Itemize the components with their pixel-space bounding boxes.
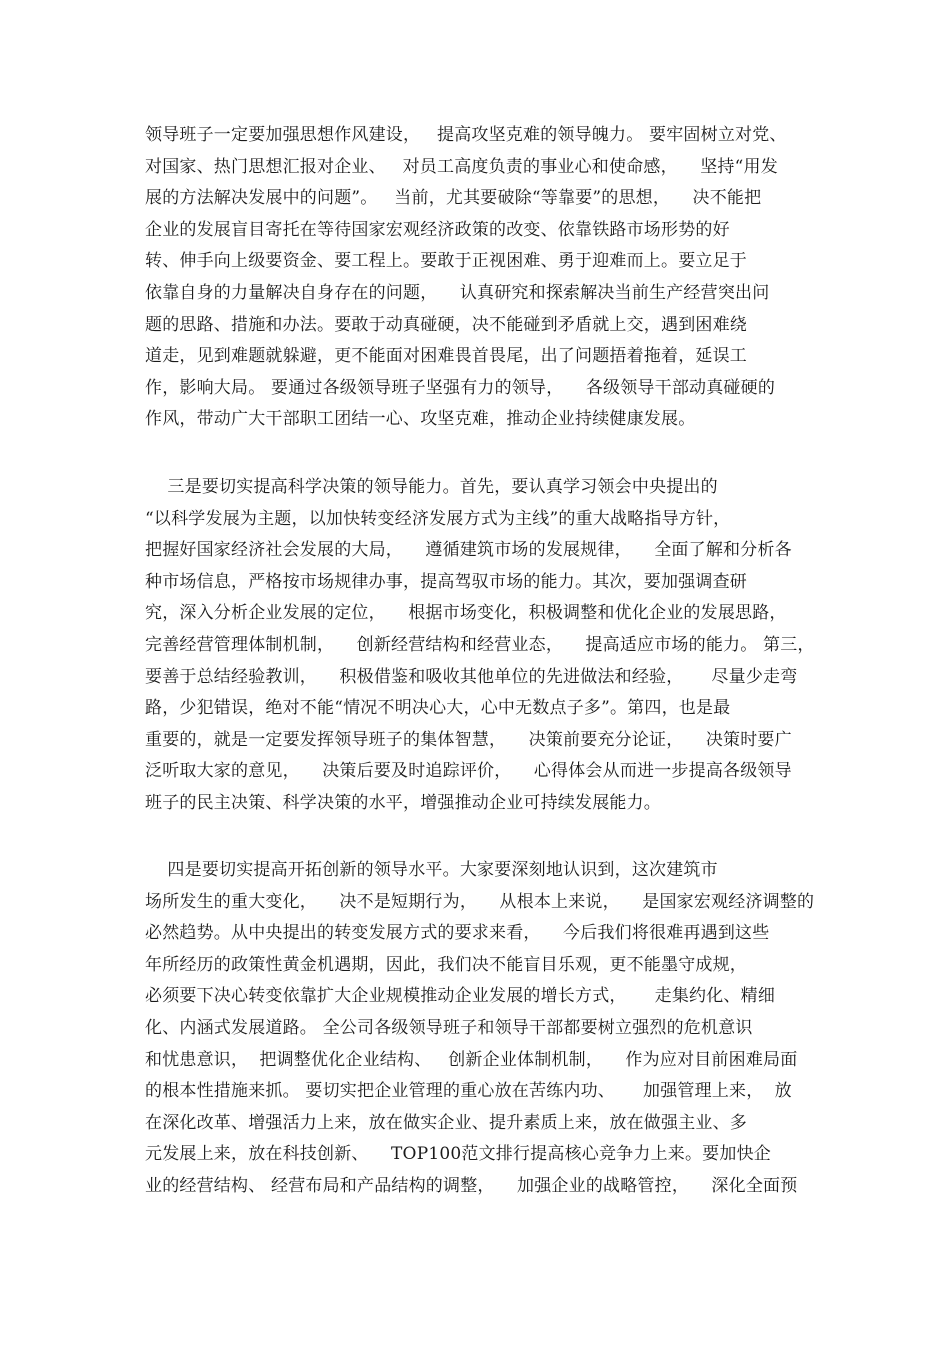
text-line: 对国家、热门思想汇报对企业、 对员工高度负责的事业心和使命感， 坚持“用发 — [145, 156, 778, 177]
text-line: 元发展上来，放在科技创新、 TOP100范文排行提高核心竞争力上来。要加快企 — [145, 1144, 771, 1165]
text-line: 必须要下决心转变依靠扩大企业规模推动企业发展的增长方式， 走集约化、精细 — [145, 986, 776, 1007]
text-line: 化、内涵式发展道路。 全公司各级领导班子和领导干部都要树立强烈的危机意识 — [145, 1017, 753, 1038]
text-line: 作，影响大局。 要通过各级领导班子坚强有力的领导， 各级领导干部动真碰硬的 — [145, 377, 776, 398]
text-line: 在深化改革、增强活力上来，放在做实企业、提升素质上来，放在做强主业、多 — [145, 1112, 747, 1133]
text-line: 展的方法解决发展中的问题”。 当前，尤其要破除“等靠要”的思想， 决不能把 — [145, 188, 762, 209]
text-line: 年所经历的政策性黄金机遇期，因此，我们决不能盲目乐观，更不能墨守成规， — [145, 954, 747, 975]
text-line: 转、伸手向上级要资金、要工程上。要敢于正视困难、勇于迎难而上。要立足于 — [145, 251, 747, 272]
text-line: 要善于总结经验教训， 积极借鉴和吸收其他单位的先进做法和经验， 尽量少走弯 — [145, 666, 798, 687]
text-line: 题的思路、措施和办法。要敢于动真碰硬，决不能碰到矛盾就上交，遇到困难绕 — [145, 314, 747, 335]
paragraph-scientific-decision — [145, 472, 825, 820]
text-line: 的根本性措施来抓。 要切实把企业管理的重心放在苦练内功、 加强管理上来， 放 — [145, 1081, 792, 1102]
text-line: 路，少犯错误，绝对不能“情况不明决心大，心中无数点子多”。第四，也是最 — [145, 698, 731, 719]
text-line: 重要的，就是一定要发挥领导班子的集体智慧， 决策前要充分论证， 决策时要广 — [145, 729, 792, 750]
text-line: 班子的民主决策、科学决策的水平，增强推动企业可持续发展能力。 — [145, 792, 661, 813]
text-line: 完善经营管理体制机制， 创新经营结构和经营业态， 提高适应市场的能力。 第三， — [145, 634, 815, 655]
text-line: 和忧患意识， 把调整优化企业结构、 创新企业体制机制， 作为应对目前困难局面 — [145, 1049, 798, 1070]
text-line: 把握好国家经济社会发展的大局， 遵循建筑市场的发展规律， 全面了解和分析各 — [145, 540, 792, 561]
text-line: 企业的发展盲目寄托在等待国家宏观经济政策的改变、依靠铁路市场形势的好 — [145, 219, 730, 240]
text-line: 作风，带动广大干部职工团结一心、攻坚克难，推动企业持续健康发展。 — [145, 409, 696, 430]
text-line: 业的经营结构、 经营布局和产品结构的调整， 加强企业的战略管控， 深化全面预 — [145, 1175, 798, 1196]
text-line: 必然趋势。从中央提出的转变发展方式的要求来看， 今后我们将很难再遇到这些 — [145, 923, 770, 944]
text-line: “以科学发展为主题，以加快转变经济发展方式为主线”的重大战略指导方针， — [145, 508, 731, 529]
text-line: 种市场信息，严格按市场规律办事，提高驾驭市场的能力。其次，要加强调查研 — [145, 571, 747, 592]
text-line: 领导班子一定要加强思想作风建设， 提高攻坚克难的领导魄力。 要牢固树立对党、 — [145, 125, 787, 145]
paragraph-innovation — [145, 855, 825, 1203]
text-line: 依靠自身的力量解决自身存在的问题， 认真研究和探索解决当前生产经营突出问 — [145, 282, 770, 303]
text-line: 四是要切实提高开拓创新的领导水平。大家要深刻地认识到，这次建筑市 — [145, 860, 718, 880]
text-line: 究，深入分析企业发展的定位， 根据市场变化，积极调整和优化企业的发展思路， — [145, 603, 787, 624]
paragraph-leadership-style — [145, 120, 825, 436]
text-line: 道走，见到难题就躲避，更不能面对困难畏首畏尾，出了问题捂着拖着，延误工 — [145, 346, 747, 367]
text-line: 场所发生的重大变化， 决不是短期行为， 从根本上来说， 是国家宏观经济调整的 — [145, 891, 815, 912]
text-line: 三是要切实提高科学决策的领导能力。首先，要认真学习领会中央提出的 — [145, 477, 718, 497]
text-line: 泛听取大家的意见， 决策后要及时追踪评价， 心得体会从而进一步提高各级领导 — [145, 761, 792, 782]
